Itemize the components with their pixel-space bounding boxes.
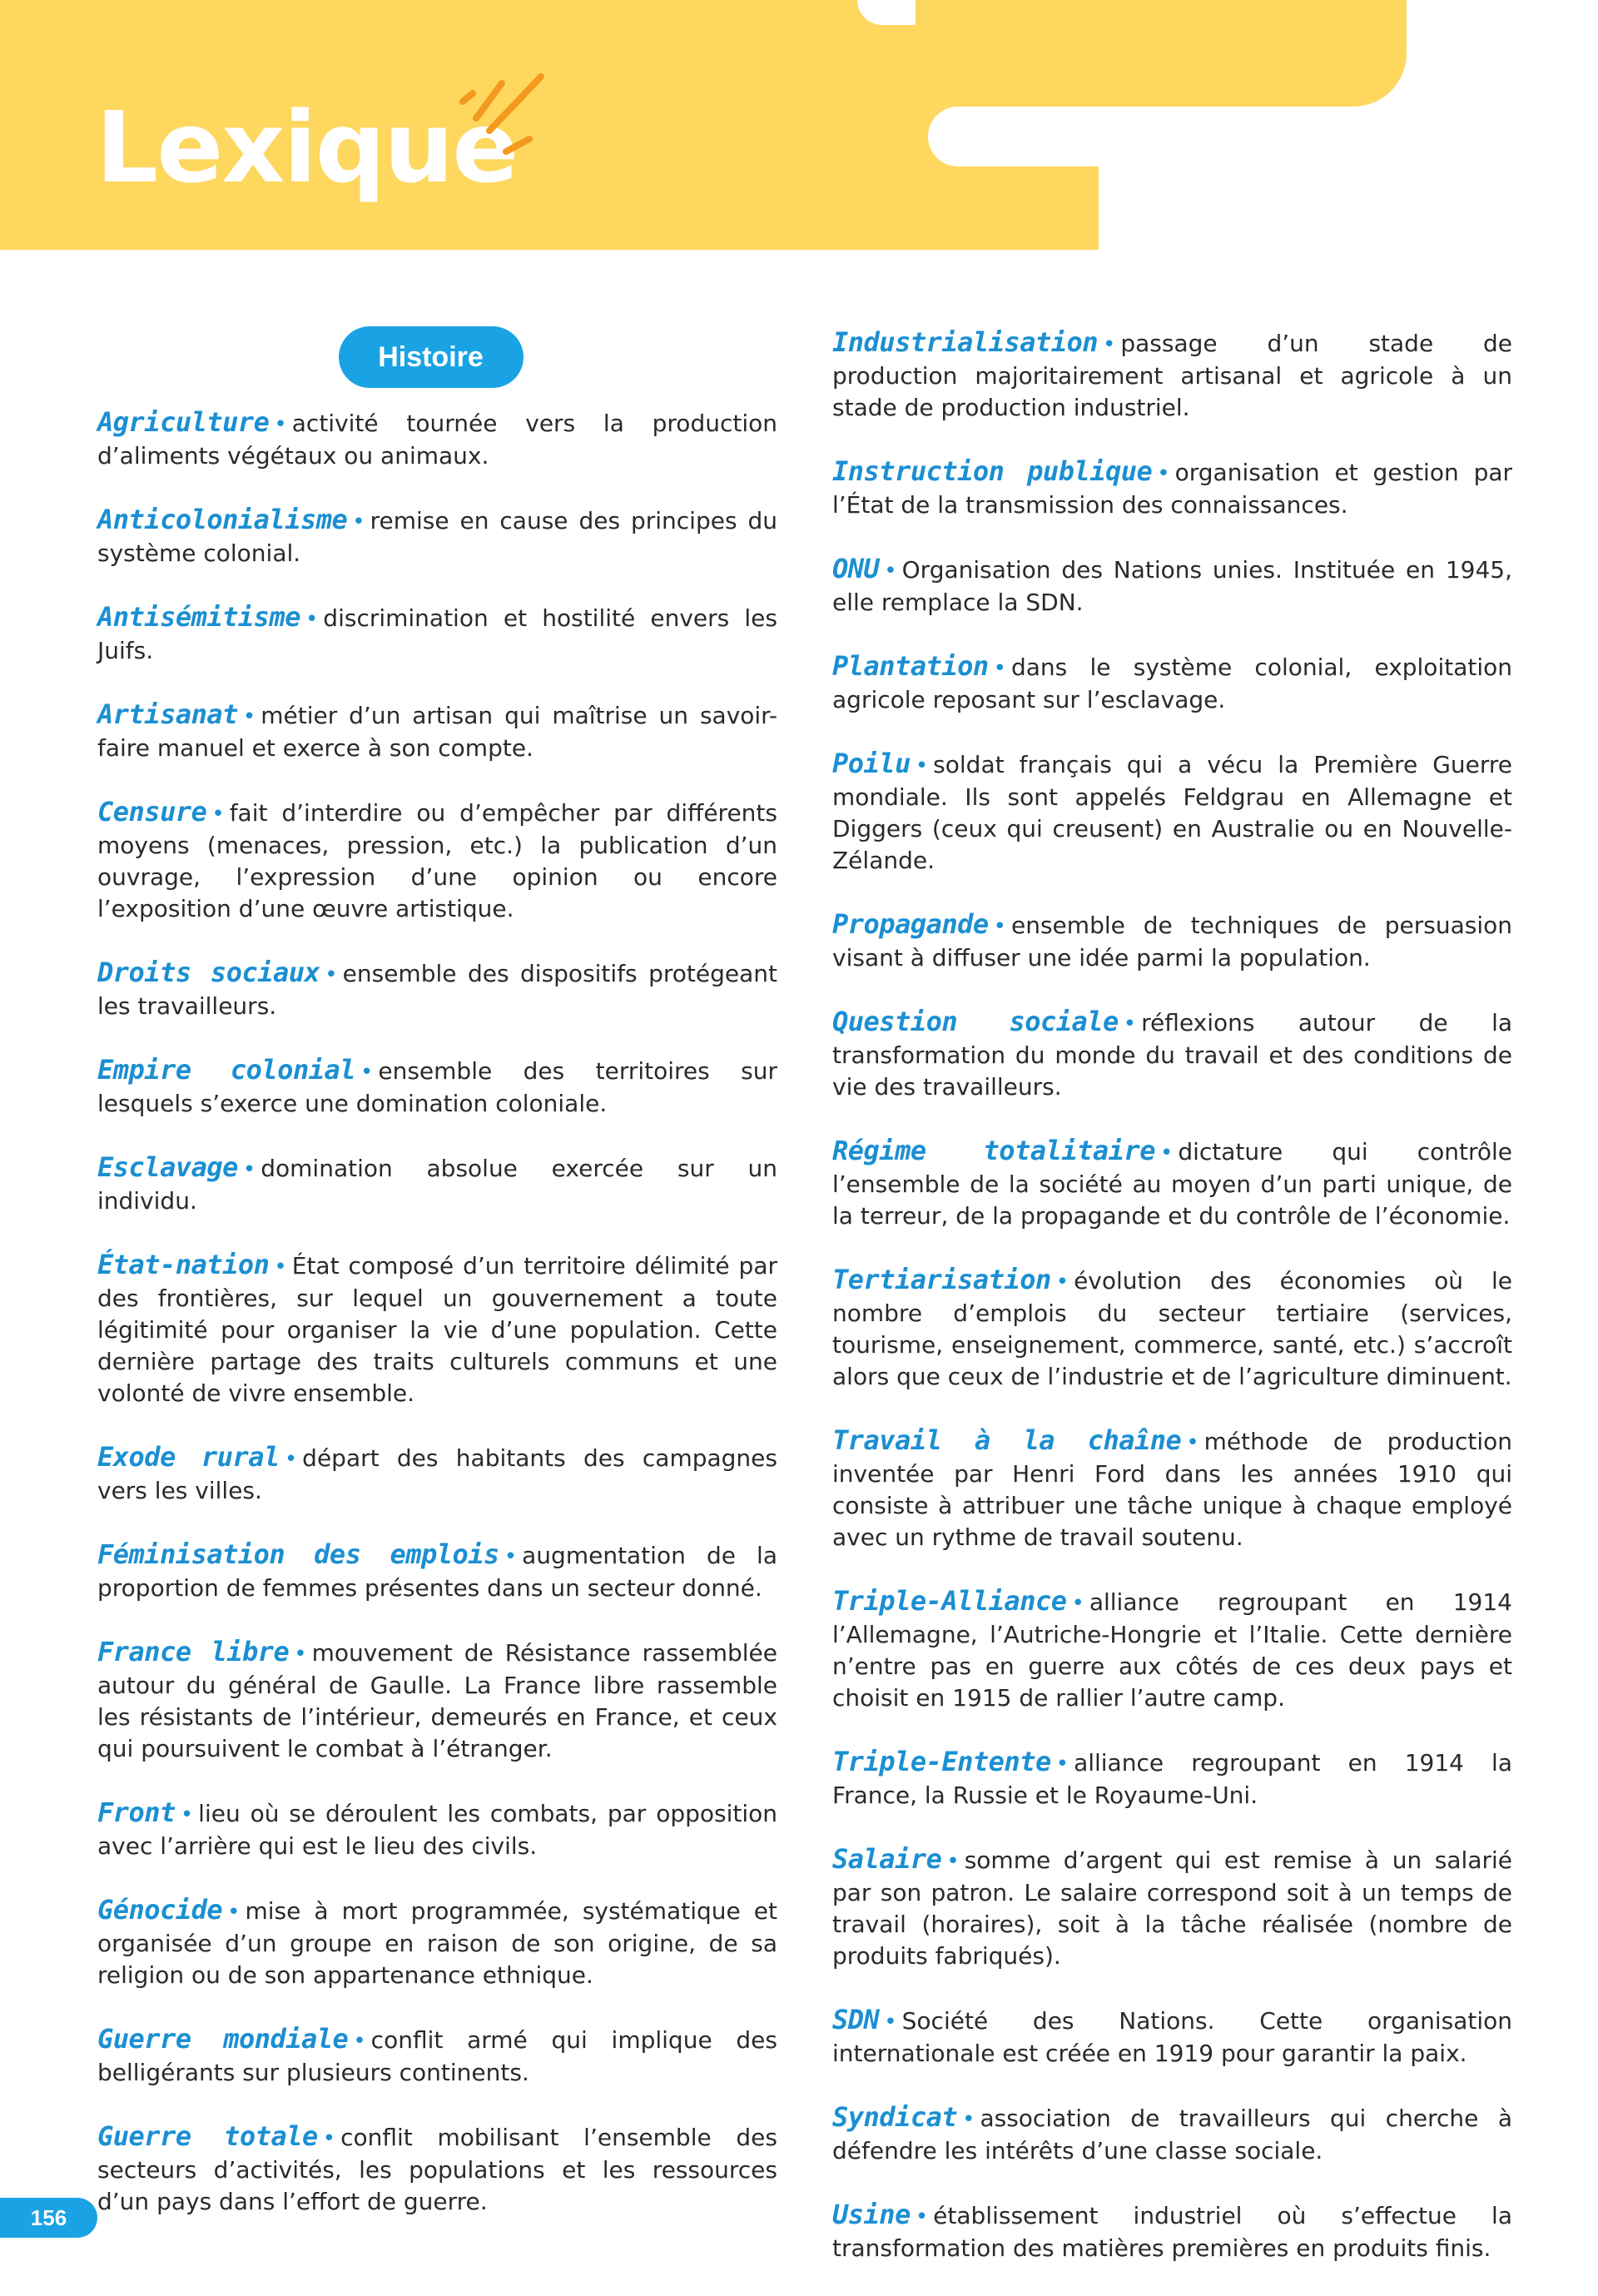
glossary-column-left	[97, 326, 777, 2249]
glossary-definition: évolution des économies où le nombre d’emplois du secteur tertiaire (services, tourisme, enseignement, commerce, santé, etc.) s’accroît alors que ceux de l’industrie et de l’agriculture diminuent.	[832, 1267, 1512, 1390]
bullet-dot-icon: •	[294, 1642, 307, 1667]
glossary-entry	[832, 1746, 1512, 1811]
glossary-definition: mise à mort programmée, systématique et organisée d’un groupe en raison de son origine, de sa religion ou de son appartenance ethnique.	[97, 1897, 777, 1989]
bullet-dot-icon: •	[993, 914, 1006, 939]
glossary-term: Guerre mondiale	[97, 2023, 349, 2055]
glossary-entry	[97, 957, 777, 1022]
bullet-dot-icon: •	[274, 412, 287, 437]
glossary-term: Syndicat	[832, 2101, 958, 2133]
glossary-definition: Organisation des Nations unies. Instituée en 1945, elle remplace la SDN.	[832, 556, 1512, 616]
glossary-definition: domination absolue exercée sur un individu.	[97, 1155, 777, 1215]
glossary-term: Anticolonialisme	[97, 504, 348, 535]
header-shape	[857, 0, 1407, 107]
glossary-entry	[97, 1538, 777, 1604]
glossary-definition: soldat français qui a vécu la Première Guerre mondiale. Ils sont appelés Feldgrau en Allemagne et Diggers (ceux qui creusent) en Australie ou en Nouvelle-Zélande.	[832, 751, 1512, 874]
glossary-term: Censure	[97, 796, 207, 827]
glossary-entry	[832, 455, 1512, 521]
glossary-term: SDN	[832, 2004, 880, 2035]
glossary-term: Esclavage	[97, 1151, 238, 1183]
bullet-dot-icon: •	[884, 2010, 897, 2035]
glossary-term: État-nation	[97, 1249, 270, 1280]
bullet-dot-icon: •	[1055, 1752, 1069, 1777]
glossary-definition: remise en cause des principes du système colonial.	[97, 507, 777, 567]
glossary-term: ONU	[832, 553, 880, 584]
glossary-term: Empire colonial	[97, 1054, 356, 1086]
glossary-entry	[832, 553, 1512, 619]
glossary-entry	[832, 326, 1512, 424]
glossary-entry	[97, 1249, 777, 1409]
glossary-entry	[832, 908, 1512, 974]
glossary-definition: départ des habitants des campagnes vers les villes.	[97, 1444, 777, 1504]
glossary-definition: organisation et gestion par l’État de la transmission des connaissances.	[832, 459, 1513, 519]
glossary-entry	[97, 504, 777, 569]
glossary-entry	[832, 2199, 1512, 2264]
glossary-entry	[97, 1441, 777, 1507]
glossary-entry	[832, 1264, 1512, 1393]
glossary-entry	[832, 1585, 1512, 1714]
glossary-term: Artisanat	[97, 698, 238, 730]
glossary-definition: ensemble des territoires sur lesquels s’exerce une domination coloniale.	[97, 1057, 778, 1117]
glossary-definition: Société des Nations. Cette organisation internationale est créée en 1919 pour garantir la paix.	[832, 2007, 1512, 2067]
glossary-definition: métier d’un artisan qui maîtrise un savoir-faire manuel et exerce à son compte.	[97, 702, 777, 762]
glossary-term: Instruction publique	[832, 455, 1153, 487]
glossary-definition: discrimination et hostilité envers les Juifs.	[97, 604, 777, 664]
bullet-dot-icon: •	[211, 802, 225, 827]
glossary-entry	[832, 1424, 1512, 1553]
glossary-entry	[97, 1636, 777, 1765]
glossary-definition: ensemble des dispositifs protégeant les travailleurs.	[97, 960, 777, 1020]
bullet-dot-icon: •	[305, 607, 319, 632]
glossary-definition: alliance regroupant en 1914 l’Allemagne, l’Autriche-Hongrie et l’Italie. Cette dernière n’entre pas en guerre aux côtés de ces deux pays et choisit en 1915 de rallier l’autre camp.	[832, 1588, 1512, 1712]
glossary-entry	[97, 1054, 777, 1120]
glossary-definition: augmentation de la proportion de femmes présentes dans un secteur donné.	[97, 1542, 777, 1602]
glossary-term: Tertiarisation	[832, 1264, 1051, 1295]
bullet-dot-icon: •	[946, 1849, 960, 1874]
glossary-definition: ensemble de techniques de persuasion visant à diffuser une idée parmi la population.	[832, 912, 1512, 972]
glossary-definition: dans le système colonial, exploitation agricole reposant sur l’esclavage.	[832, 654, 1512, 713]
glossary-definition: État composé d’un territoire délimité par des frontières, sur lequel un gouvernement a toute légitimité pour organiser la vie d’une population. Cette dernière partage des traits culturels communs et une volonté de vivre ensemble.	[97, 1252, 777, 1407]
bullet-dot-icon: •	[1159, 1141, 1174, 1165]
glossary-term: Génocide	[97, 1894, 223, 1926]
glossary-entry	[832, 2004, 1512, 2070]
glossary-definition: réflexions autour de la transformation du monde du travail et des conditions de vie des travailleurs.	[832, 1009, 1512, 1101]
bullet-dot-icon: •	[1055, 1270, 1069, 1295]
glossary-entry	[97, 2120, 777, 2218]
glossary-term: Propagande	[832, 908, 989, 940]
bullet-dot-icon: •	[1123, 1011, 1137, 1036]
glossary-column-right	[832, 326, 1512, 2296]
glossary-term: Triple-Alliance	[832, 1585, 1067, 1617]
bullet-dot-icon: •	[1186, 1430, 1199, 1455]
glossary-term: Travail à la chaîne	[832, 1424, 1182, 1456]
glossary-term: Triple-Entente	[832, 1746, 1051, 1777]
bullet-dot-icon: •	[284, 1447, 298, 1472]
glossary-definition: conflit mobilisant l’ensemble des secteurs d’activités, les populations et les ressources d’un pays dans l’effort de guerre.	[97, 2124, 777, 2215]
glossary-definition: passage d’un stade de production majoritairement artisanal et agricole à un stade de production industriel.	[832, 330, 1512, 421]
glossary-entry	[97, 1797, 777, 1862]
bullet-dot-icon: •	[1157, 461, 1170, 486]
bullet-dot-icon: •	[993, 656, 1006, 681]
glossary-entry	[97, 1894, 777, 1991]
glossary-definition: somme d’argent qui est remise à un salarié par son patron. Le salaire correspond soit à un temps de travail (horaires), soit à la tâche réalisée (nombre de produits fabriqués).	[832, 1846, 1512, 1970]
glossary-entry	[97, 1151, 777, 1217]
glossary-entry	[832, 748, 1512, 877]
glossary-definition: alliance regroupant en 1914 la France, la Russie et le Royaume-Uni.	[832, 1749, 1512, 1809]
glossary-term: Question sociale	[832, 1006, 1119, 1037]
bullet-dot-icon: •	[1071, 1591, 1084, 1616]
glossary-entry	[832, 650, 1512, 716]
sparkle-icon	[456, 68, 548, 160]
glossary-entry	[832, 1135, 1512, 1232]
bullet-dot-icon: •	[242, 704, 256, 729]
glossary-definition: établissement industriel où s’effectue la transformation des matières premières en produits finis.	[832, 2202, 1512, 2262]
section-badge: Histoire	[339, 326, 524, 388]
glossary-term: Usine	[832, 2199, 911, 2230]
bullet-dot-icon: •	[915, 753, 929, 778]
glossary-term: Front	[97, 1797, 176, 1828]
bullet-dot-icon: •	[274, 1255, 287, 1280]
glossary-term: Régime totalitaire	[832, 1135, 1155, 1166]
glossary-entry	[97, 601, 777, 667]
glossary-term: Poilu	[832, 748, 911, 779]
glossary-definition: dictature qui contrôle l’ensemble de la société au moyen d’un parti unique, de la terreur, de la propagande et du contrôle de l’économie.	[832, 1138, 1512, 1230]
bullet-dot-icon: •	[360, 1060, 374, 1085]
page-number: 156	[0, 2198, 97, 2238]
glossary-term: Exode rural	[97, 1441, 280, 1473]
glossary-term: Salaire	[832, 1843, 942, 1875]
glossary-definition: association de travailleurs qui cherche à défendre les intérêts d’une classe sociale.	[832, 2105, 1512, 2164]
glossary-entry	[97, 2023, 777, 2089]
bullet-dot-icon: •	[325, 962, 338, 987]
header-shape-cut	[928, 107, 1111, 166]
bullet-dot-icon: •	[353, 2029, 366, 2054]
glossary-definition: conflit armé qui implique des belligérants sur plusieurs continents.	[97, 2026, 778, 2086]
glossary-term: Antisémitisme	[97, 601, 300, 633]
bullet-dot-icon: •	[884, 559, 897, 584]
glossary-entry	[97, 406, 777, 472]
bullet-dot-icon: •	[180, 1802, 194, 1827]
page-title: Lexique	[96, 90, 518, 205]
bullet-dot-icon: •	[504, 1544, 518, 1569]
glossary-definition: activité tournée vers la production d’aliments végétaux ou animaux.	[97, 410, 777, 470]
bullet-dot-icon: •	[915, 2204, 929, 2229]
bullet-dot-icon: •	[227, 1900, 241, 1925]
bullet-dot-icon: •	[352, 509, 365, 534]
header-shape-cut	[1099, 107, 1432, 273]
glossary-term: Industrialisation	[832, 326, 1099, 358]
glossary-term: Agriculture	[97, 406, 270, 438]
glossary-term: France libre	[97, 1636, 290, 1667]
glossary-definition: lieu où se déroulent les combats, par opposition avec l’arrière qui est le lieu des civils.	[97, 1800, 777, 1860]
glossary-entry	[832, 1843, 1512, 1972]
glossary-term: Guerre totale	[97, 2120, 318, 2152]
glossary-entry	[832, 1006, 1512, 1103]
bullet-dot-icon: •	[1103, 332, 1116, 357]
glossary-definition: fait d’interdire ou d’empêcher par différents moyens (menaces, pression, etc.) la publication d’un ouvrage, l’expression d’une opinion ou encore l’exposition d’une œuvre artistique.	[97, 799, 777, 922]
glossary-term: Plantation	[832, 650, 989, 682]
bullet-dot-icon: •	[242, 1157, 256, 1182]
glossary-entry	[832, 2101, 1512, 2167]
glossary-term: Droits sociaux	[97, 957, 320, 988]
glossary-definition: méthode de production inventée par Henri Ford dans les années 1910 qui consiste à attribuer une tâche unique à chaque employé avec un rythme de travail soutenu.	[832, 1428, 1513, 1551]
glossary-entry	[97, 796, 777, 925]
glossary-entry	[97, 698, 777, 764]
glossary-definition: mouvement de Résistance rassemblée autour du général de Gaulle. La France libre rassemble les résistants de l’intérieur, demeurés en France, et ceux qui poursuivent le combat à l’étranger.	[97, 1639, 777, 1762]
bullet-dot-icon: •	[322, 2126, 336, 2151]
glossary-term: Féminisation des emplois	[97, 1538, 499, 1570]
bullet-dot-icon: •	[962, 2107, 975, 2132]
